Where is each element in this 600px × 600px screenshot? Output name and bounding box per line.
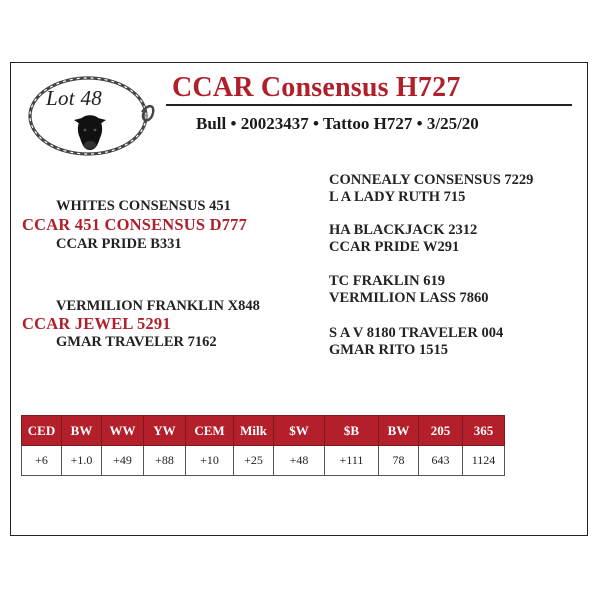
value-dollar-w: +48 xyxy=(274,446,325,476)
header-205: 205 xyxy=(419,416,463,446)
header-ww: WW xyxy=(102,416,144,446)
epd-table xyxy=(21,415,505,476)
dam-name: CCAR JEWEL 5291 xyxy=(22,314,171,333)
header-365: 365 xyxy=(463,416,505,446)
sire-sire: WHITES CONSENSUS 451 xyxy=(56,198,231,214)
value-ww: +49 xyxy=(102,446,144,476)
value-ced: +6 xyxy=(22,446,62,476)
animal-details: Bull • 20023437 • Tattoo H727 • 3/25/20 xyxy=(196,114,479,133)
sire-dam-dam: CCAR PRIDE W291 xyxy=(329,239,460,255)
header-actual-bw: BW xyxy=(379,416,419,446)
dam-sire-dam: VERMILION LASS 7860 xyxy=(329,290,489,306)
value-actual-bw: 78 xyxy=(379,446,419,476)
epd-header-row xyxy=(22,416,505,446)
dam-dam: GMAR TRAVELER 7162 xyxy=(56,334,217,350)
cow-head-icon xyxy=(70,110,110,152)
value-bw: +1.0 xyxy=(62,446,102,476)
dam-sire-sire: TC FRAKLIN 619 xyxy=(329,273,446,289)
header-ced: CED xyxy=(22,416,62,446)
dam-dam-sire: S A V 8180 TRAVELER 004 xyxy=(329,325,504,341)
value-dollar-b: +111 xyxy=(325,446,379,476)
epd-value-row xyxy=(22,446,505,476)
sire-dam-sire: HA BLACKJACK 2312 xyxy=(329,222,478,238)
header-dollar-w: $W xyxy=(274,416,325,446)
sire-sire-dam: L A LADY RUTH 715 xyxy=(329,189,466,205)
header-cem: CEM xyxy=(186,416,234,446)
dam-dam-dam: GMAR RITO 1515 xyxy=(329,342,448,358)
lot-badge xyxy=(24,72,158,164)
title-divider xyxy=(166,104,572,106)
header-dollar-b: $B xyxy=(325,416,379,446)
page-title: CCAR Consensus H727 xyxy=(172,72,461,103)
value-205: 643 xyxy=(419,446,463,476)
header-milk: Milk xyxy=(234,416,274,446)
header-bw: BW xyxy=(62,416,102,446)
value-milk: +25 xyxy=(234,446,274,476)
sire-name: CCAR 451 CONSENSUS D777 xyxy=(22,215,248,234)
value-cem: +10 xyxy=(186,446,234,476)
sire-dam: CCAR PRIDE B331 xyxy=(56,236,182,252)
dam-sire: VERMILION FRANKLIN X848 xyxy=(56,298,260,314)
value-yw: +88 xyxy=(144,446,186,476)
sire-sire-sire: CONNEALY CONSENSUS 7229 xyxy=(329,172,534,188)
value-365: 1124 xyxy=(463,446,505,476)
header-yw: YW xyxy=(144,416,186,446)
lot-number: Lot 48 xyxy=(46,86,103,110)
